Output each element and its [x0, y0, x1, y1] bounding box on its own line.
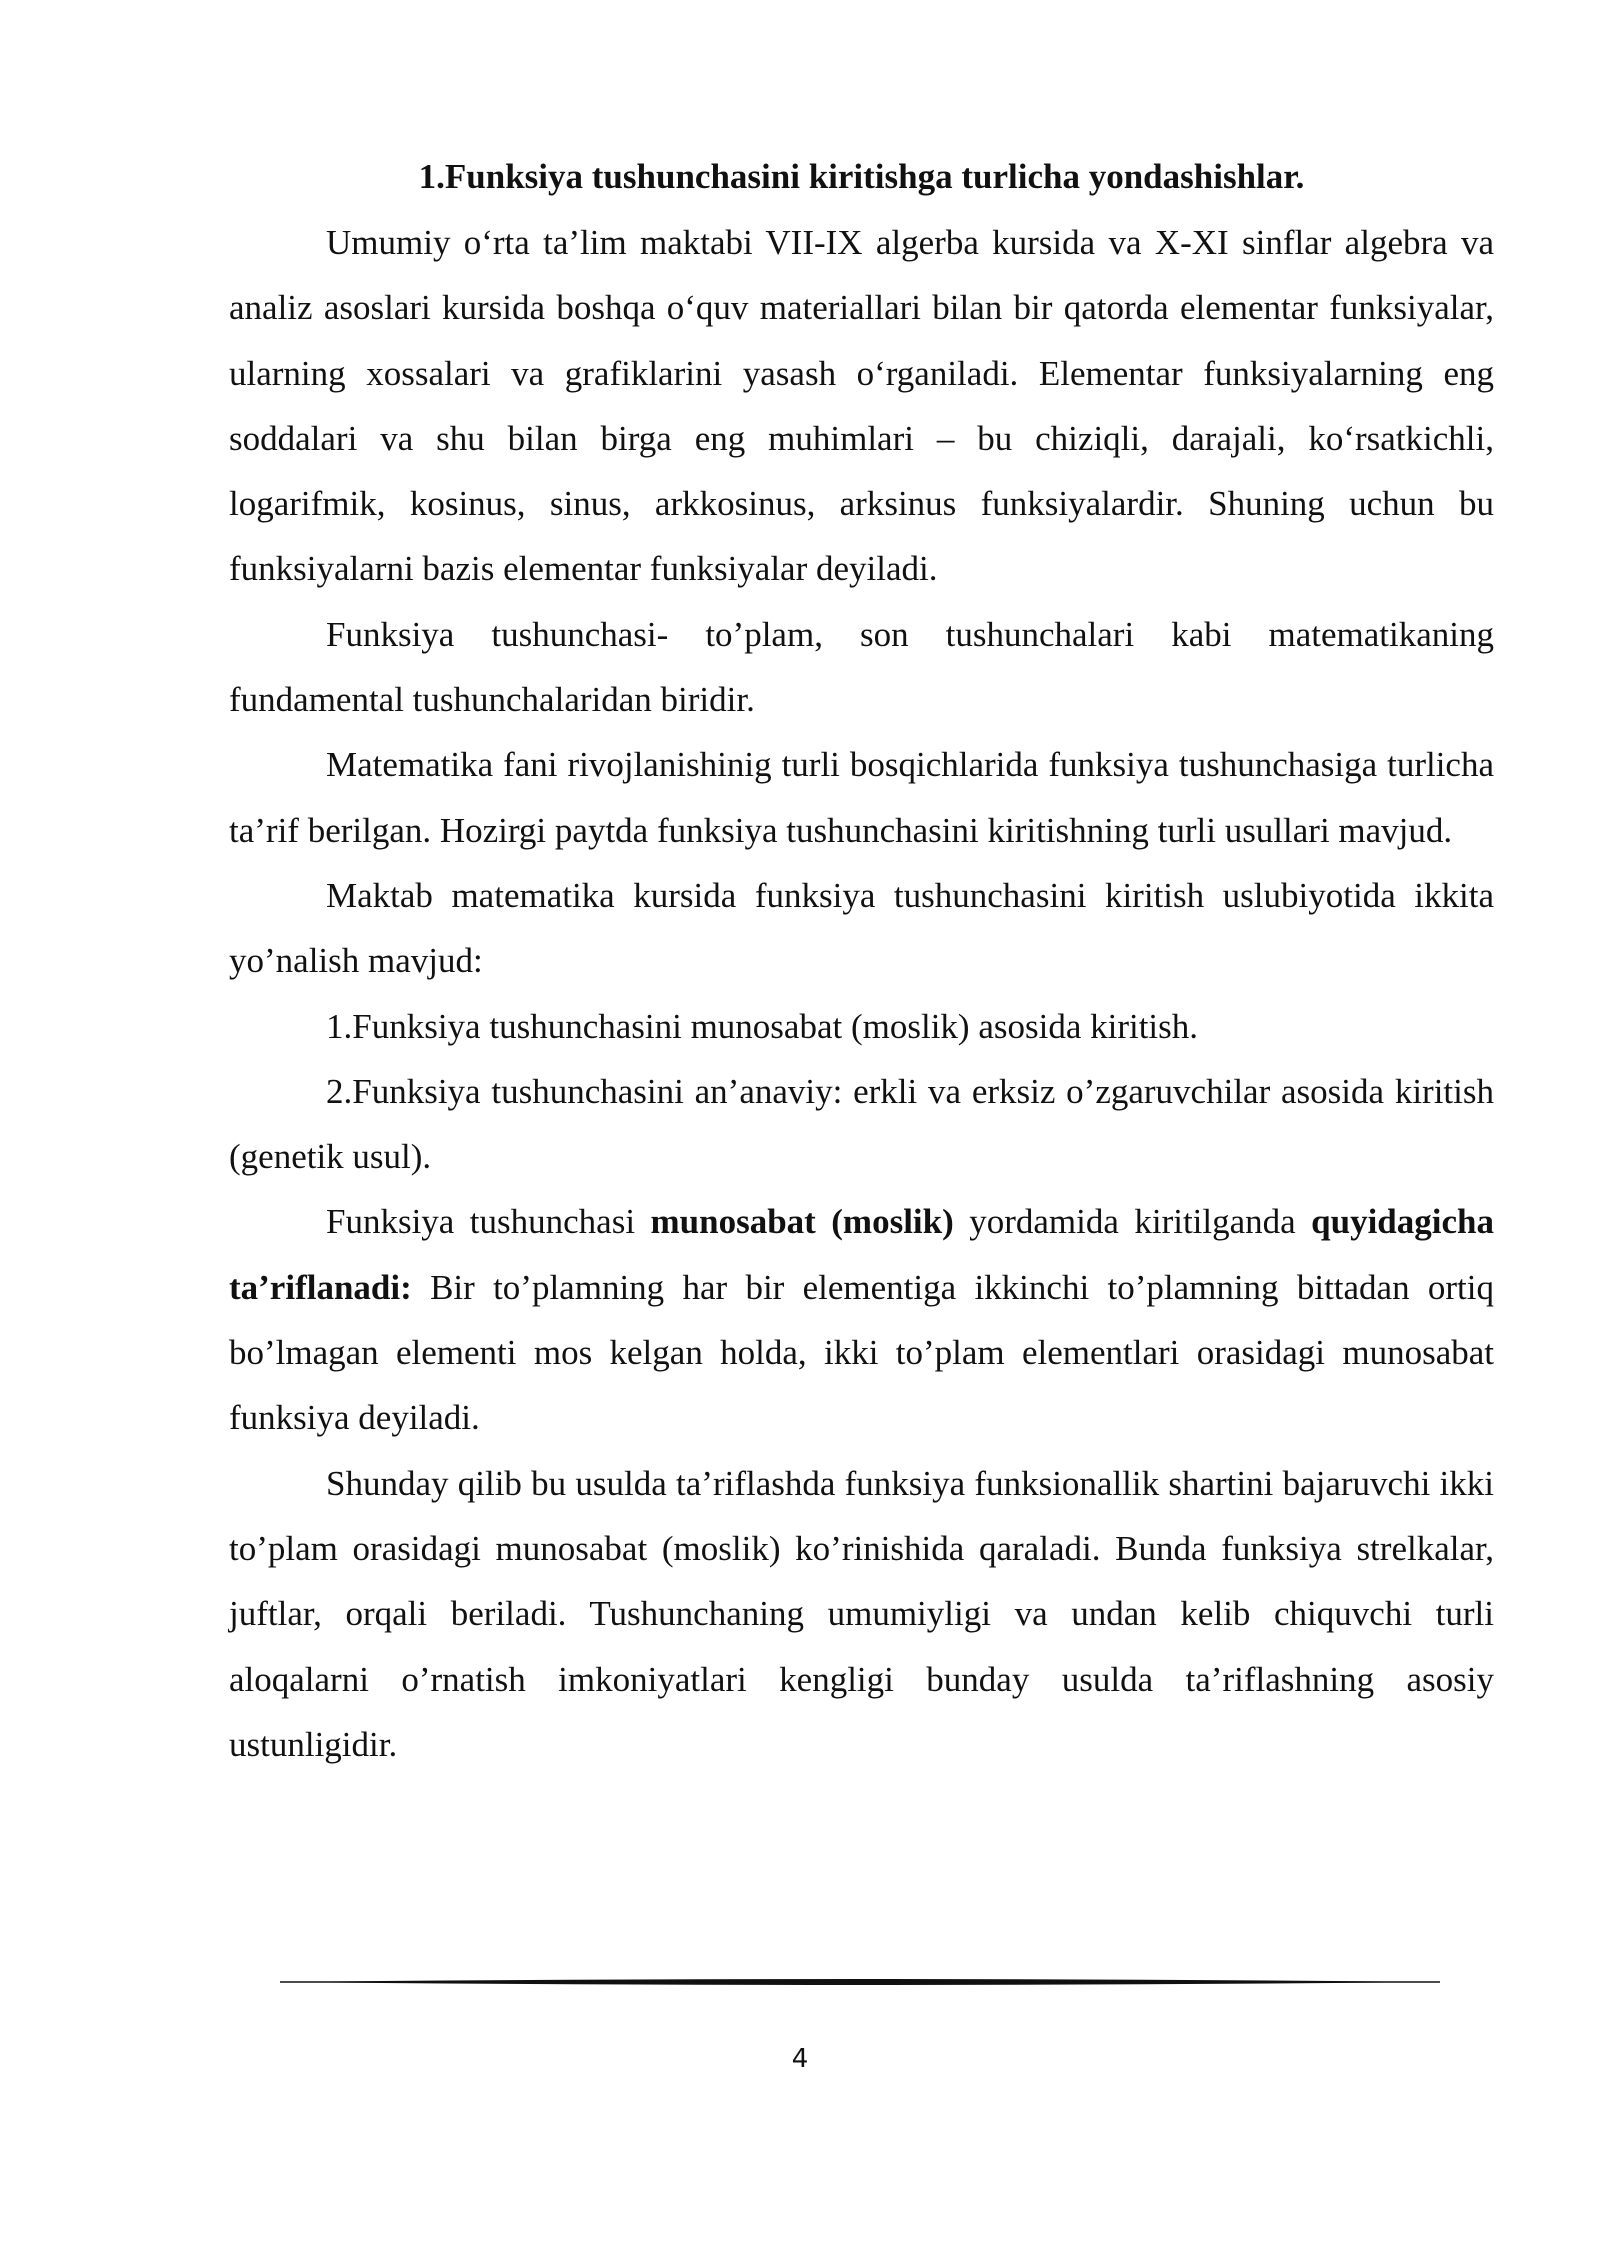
paragraph-1: Umumiy o‘rta ta’lim maktabi VII-IX algerba kursida va X-XI sinflar algebra va analiz asoslari kursida boshqa o‘quv materiallari bilan bir qatorda elementar funksiyalar, ularning xossalari va grafiklarini yasash o‘rganiladi. Elementar funksiyalarning eng soddalari va shu bilan birga eng muhimlari – bu chiziqli, darajali, ko‘rsatkichli, logarifmik, kosinus, sinus, arkkosinus, arksinus funksiyalardir. Shuning uchun bu funksiyalarni bazis elementar funksiyalar deyiladi. [229, 223, 1494, 589]
paragraph-3: Matematika fani rivojlanishinig turli bosqichlarida funksiya tushunchasiga turlicha ta’rif berilgan. Hozirgi paytda funksiya tushunchasini kiritishning turli usullari mavjud. [229, 745, 1494, 850]
footer-divider [280, 1976, 1440, 1988]
definition-bold-term: munosabat (moslik) [650, 1202, 954, 1242]
definition-text-3: Bir to’plamning har bir elementiga ikkinchi to’plamning bittadan ortiq bo’lmagan elementi mos kelgan holda, ikki to’plam elementlari orasidagi munosabat funksiya deyiladi. [229, 1267, 1494, 1438]
definition-bold-phrase: quyidagicha ta’riflanadi: [229, 1202, 1494, 1307]
paragraph-definition [229, 1189, 1494, 1450]
definition-text-1: Funksiya tushunchasi [326, 1202, 651, 1242]
list-item-1: 1.Funksiya tushunchasini munosabat (moslik) asosida kiritish. [326, 1006, 1199, 1046]
section-heading: 1.Funksiya tushunchasini kiritishga turlicha yondashishlar. [418, 157, 1305, 196]
paragraph-4: Maktab matematika kursida funksiya tushunchasini kiritish uslubiyotida ikkita yo’nalish mavjud: [229, 875, 1494, 981]
footer-divider-line [280, 1976, 1440, 1988]
paragraph-2: Funksiya tushunchasi- to’plam, son tushunchalari kabi matematikaning fundamental tushunchalaridan biridir. [229, 614, 1494, 720]
paragraph-conclusion: Shunday qilib bu usulda ta’riflashda funksiya funksionallik shartini bajaruvchi ikki to’plam orasidagi munosabat (moslik) ko’rinishida qaraladi. Bunda funksiya strelkalar, juftlar, orqali beriladi. Tushunchaning umumiyligi va undan kelib chiquvchi turli aloqalarni o’rnatish imkoniyatlari kengligi bunday usulda ta’riflashning asosiy ustunligidir. [229, 1463, 1494, 1764]
body-text [229, 210, 1494, 1777]
page-number: 4 [791, 2044, 809, 2074]
list-item-2: 2.Funksiya tushunchasini an’anaviy: erkli va erksiz o’zgaruvchilar asosida kiritish (genetik usul). [229, 1071, 1494, 1177]
definition-text-2: yordamida kiritilganda [953, 1202, 1312, 1242]
